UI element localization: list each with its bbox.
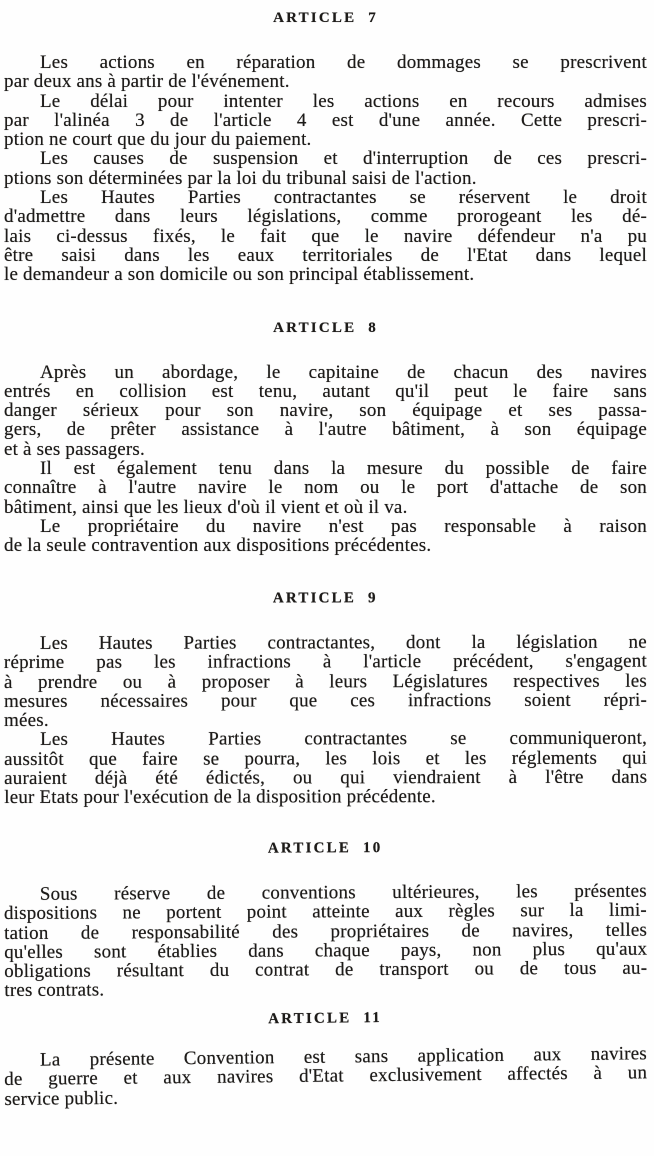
text-line: Le délai pour intenter les actions en recours admises <box>40 90 647 112</box>
text-line: gers, de prêter assistance à l'autre bâtiment, à son équipage <box>4 419 647 441</box>
paragraph <box>4 632 647 730</box>
paragraph <box>4 729 647 808</box>
text-line: lais ci-dessus fixés, le fait que le navire défendeur n'a pu <box>4 225 647 247</box>
paragraph <box>4 188 647 284</box>
article-section <box>4 840 648 1001</box>
paragraph <box>4 92 647 150</box>
paragraph <box>4 149 647 188</box>
paragraph <box>4 363 647 459</box>
text-line: de la seule contravention aux dispositions précédentes. <box>4 535 432 557</box>
text-line: tation de responsabilité des propriétaires de navires, telles <box>4 919 648 944</box>
text-line: dispositions ne portent point atteinte aux règles sur la limi- <box>3 900 648 925</box>
text-line: Les causes de suspension et d'interruption de ces prescri- <box>40 148 647 170</box>
text-line: et à ses passagers. <box>4 438 145 460</box>
text-line: réprime pas les infractions à l'article précédent, s'engagent <box>3 650 647 673</box>
paragraph <box>4 882 648 1001</box>
text-line: Après un abordage, le capitaine de chacun des navires <box>40 361 647 383</box>
text-line: entrés en collision est tenu, autant qu'il peut le faire sans <box>4 380 647 402</box>
text-line: qu'elles sont établies dans chaque pays, non plus qu'aux <box>4 938 648 964</box>
articles-container <box>4 11 647 1109</box>
text-line: Les Hautes Parties contractantes se réservent le droit <box>40 187 647 209</box>
paragraph <box>4 53 647 92</box>
text-line: à prendre ou à proposer à leurs Législatures respectives les <box>3 669 647 693</box>
text-line: leur Etats pour l'exécution de la disposition précédente. <box>4 786 436 808</box>
text-line: tres contrats. <box>4 980 105 1002</box>
text-line: connaître à l'autre navire le nom ou le port d'attache de son <box>4 477 647 499</box>
article-section <box>4 1008 648 1109</box>
text-line: La présente Convention est sans application aux navires <box>39 1043 648 1071</box>
text-line: Le propriétaire du navire n'est pas responsable à raison <box>40 515 647 537</box>
article-section <box>4 590 647 807</box>
text-line: d'admettre dans leurs législations, comme prorogeant les dé- <box>4 206 647 228</box>
article-heading: ARTICLE 8 <box>273 319 378 336</box>
text-line: Sous réserve de conventions ultérieures, les présentes <box>39 880 647 906</box>
text-line: par deux ans à partir de l'événement. <box>4 71 290 93</box>
text-line: Les Hautes Parties contractantes se communiqueront, <box>40 727 648 750</box>
text-line: mesures nécessaires pour que ces infractions soient répri- <box>3 689 648 712</box>
article-heading: ARTICLE 11 <box>268 1010 383 1028</box>
text-line: Il est également tenu dans la mesure du possible de faire <box>40 458 647 480</box>
paragraph <box>4 1044 648 1109</box>
text-line: être saisi dans les eaux territoriales de l'Etat dans lequel <box>4 244 647 266</box>
text-line: Les actions en réparation de dommages se prescrivent <box>40 52 647 73</box>
paragraph <box>4 459 647 517</box>
text-line: ption ne court que du jour du paiement. <box>4 129 312 151</box>
text-line: ptions son déterminées par la loi du tribunal saisi de l'action. <box>4 167 477 189</box>
text-line: mées. <box>4 709 49 731</box>
article-heading: ARTICLE 9 <box>272 589 378 606</box>
text-line: aussitôt que faire se pourra, les lois et les réglements qui <box>4 746 648 770</box>
text-line: bâtiment, ainsi que les lieux d'où il vient et où il va. <box>4 496 408 518</box>
text-line: obligations résultant du contrat de transport ou de tous au- <box>4 958 648 983</box>
text-line: danger sérieux pour son navire, son équipage et ses passa- <box>4 400 647 422</box>
article-section <box>4 11 647 285</box>
paragraph <box>4 517 647 556</box>
text-line: auraient déjà été édictés, ou qui viendraient à l'être dans <box>4 766 648 789</box>
article-heading: ARTICLE 7 <box>273 10 378 26</box>
text-line: service public. <box>4 1087 119 1110</box>
text-line: par l'alinéa 3 de l'article 4 est d'une année. Cette prescri- <box>4 109 647 131</box>
text-line: de guerre et aux navires d'Etat exclusivement affectés à un <box>4 1062 648 1091</box>
text-line: le demandeur a son domicile ou son principal établissement. <box>4 264 475 286</box>
text-line: Les Hautes Parties contractantes, dont la législation ne <box>39 631 647 654</box>
article-heading: ARTICLE 10 <box>267 840 383 857</box>
article-section <box>4 321 647 556</box>
